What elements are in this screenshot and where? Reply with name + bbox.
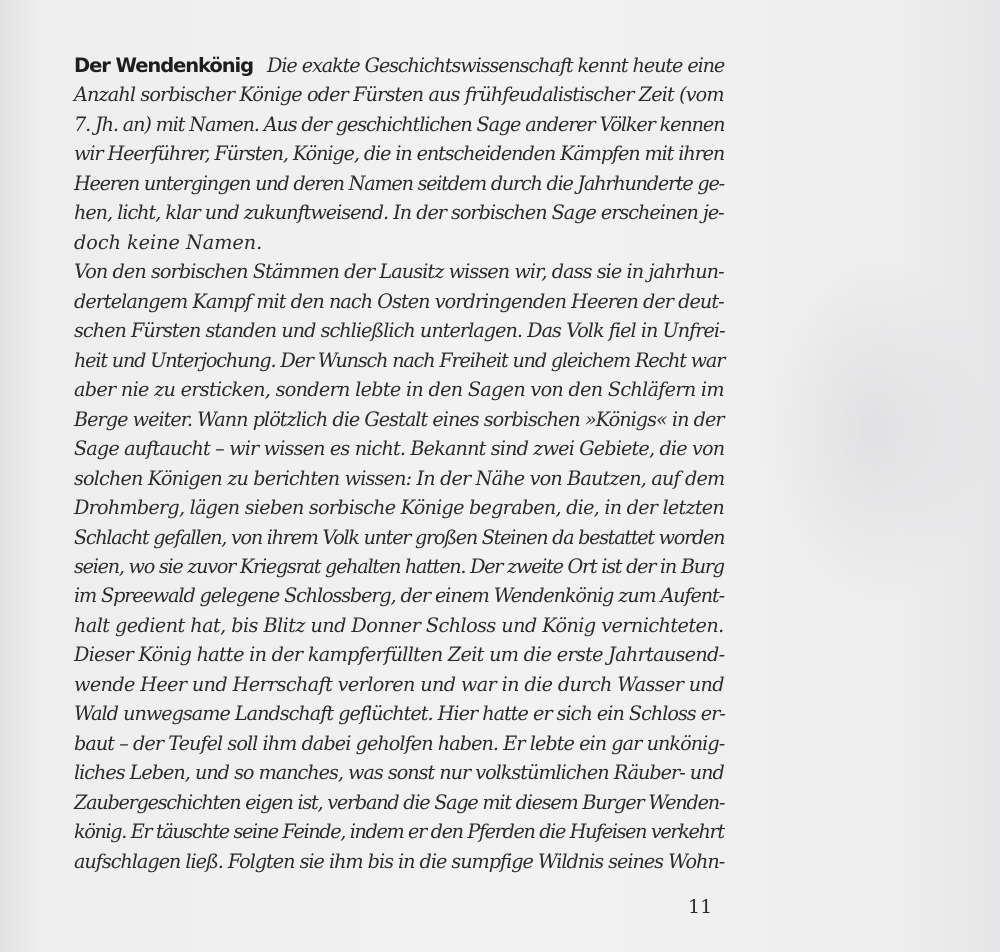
text-line: Schlacht gefallen, von ihrem Volk unter großen Steinen da bestattet worden — [74, 525, 725, 549]
page-number: 11 — [688, 896, 713, 918]
text-line: liches Leben, und so manches, was sonst nur volkstümlichen Räuber- und — [74, 761, 724, 785]
text-line: im Spreewald gelegene Schlossberg, der einem Wendenkönig zum Aufent- — [74, 584, 724, 608]
text-line: Zaubergeschichten eigen ist, verband die Sage mit diesem Burger Wenden- — [74, 790, 725, 814]
text-line: hen, licht, klar und zukunftweisend. In der sorbischen Sage erscheinen je- — [74, 201, 724, 225]
text-line: könig. Er täuschte seine Feinde, indem er den Pferden die Hufeisen verkehrt — [74, 820, 724, 844]
text-line: Heeren untergingen und deren Namen seitdem durch die Jahrhunderte ge- — [74, 171, 724, 195]
text-line: Drohmberg, lägen sieben sorbische Könige begraben, die, in der letzten — [74, 496, 724, 520]
text-line: aber nie zu ersticken, sondern lebte in den Sagen von den Schläfern im — [74, 378, 724, 402]
text-line: schen Fürsten standen und schließlich unterlagen. Das Volk fiel in Unfrei- — [74, 319, 725, 343]
text-line: heit und Unterjochung. Der Wunsch nach Freiheit und gleichem Recht war — [74, 348, 725, 372]
section-heading: Der Wendenkönig — [74, 54, 254, 77]
text-line: halt gedient hat, bis Blitz und Donner Schloss und König vernichteten. — [74, 613, 724, 637]
text-line: Wald unwegsame Landschaft geflüchtet. Hier hatte er sich ein Schloss er- — [74, 702, 725, 726]
text-line: aufschlagen ließ. Folgten sie ihm bis in die sumpfige Wildnis seines Wohn- — [74, 849, 725, 873]
text-line: Von den sorbischen Stämmen der Lausitz wissen wir, dass sie in jahrhun- — [74, 260, 724, 284]
text-line: Anzahl sorbischer Könige oder Fürsten aus frühfeudalistischer Zeit (vom — [74, 83, 724, 107]
text-line: wir Heerführer, Fürsten, Könige, die in entscheidenden Kämpfen mit ihren — [74, 142, 725, 166]
text-line: doch keine Namen. — [74, 230, 263, 254]
line-text: Die exakte Geschichtswissenschaft kennt heute eine — [267, 54, 725, 77]
text-line: baut – der Teufel soll ihm dabei geholfen haben. Er lebte ein gar unkönig- — [74, 731, 725, 755]
text-line: Dieser König hatte in der kampferfüllten Zeit um die erste Jahrtausend- — [74, 643, 725, 667]
text-line: Berge weiter. Wann plötzlich die Gestalt eines sorbischen »Königs« in der — [74, 407, 724, 431]
text-line: wende Heer und Herrschaft verloren und war in die durch Wasser und — [74, 672, 724, 696]
text-line: 7. Jh. an) mit Namen. Aus der geschichtlichen Sage anderer Völker kennen — [74, 112, 725, 136]
body-text — [74, 51, 724, 876]
show-through-shadow — [760, 250, 990, 610]
text-line: seien, wo sie zuvor Kriegsrat gehalten hatten. Der zweite Ort ist der in Burg — [74, 554, 724, 578]
text-line — [74, 51, 724, 80]
text-line: dertelangem Kampf mit den nach Osten vordringenden Heeren der deut- — [74, 289, 724, 313]
text-line: solchen Königen zu berichten wissen: In der Nähe von Bautzen, auf dem — [74, 466, 725, 490]
text-line: Sage auftaucht – wir wissen es nicht. Bekannt sind zwei Gebiete, die von — [74, 437, 725, 461]
